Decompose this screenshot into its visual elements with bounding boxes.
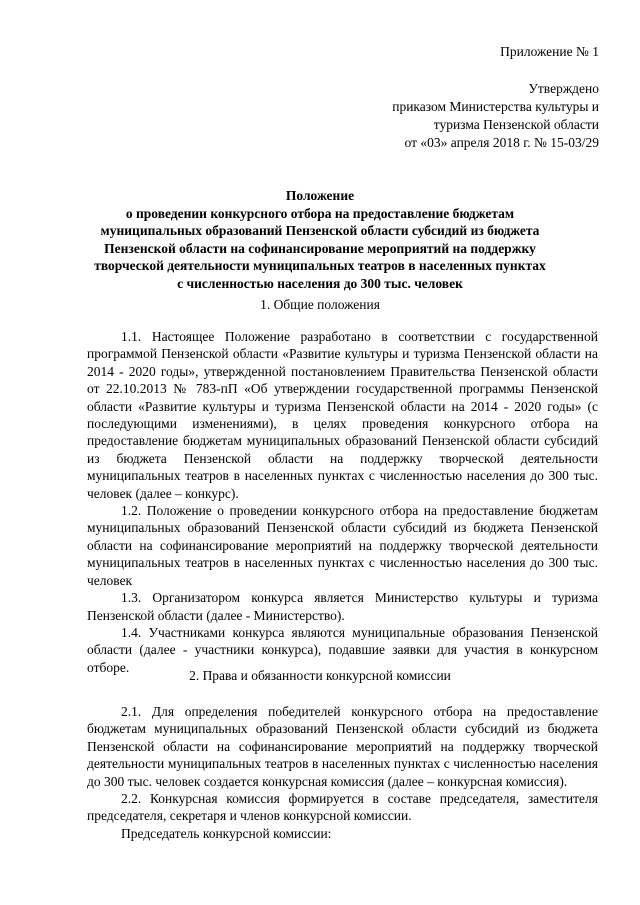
- paragraph-2-2: 2.2. Конкурсная комиссия формируется в составе председателя, заместителя председателя, секретаря и членов конкурсной комиссии.: [87, 791, 598, 824]
- document-title: [90, 187, 550, 293]
- approval-stamp: [339, 80, 599, 152]
- paragraph-1-2: 1.2. Положение о проведении конкурсного отбора на предоставление бюджетам муниципальных образований Пензенской области субсидий из бюджета Пензенской области на софинансирование мероприятий на поддержку творческой деятельности муниципальных театров в населенных пунктах с численностью населения до 300 тыс. человек: [87, 503, 598, 588]
- section-body-commission: [87, 703, 598, 842]
- title-line: о проведении конкурсного отбора на предоставление бюджетам: [125, 205, 515, 221]
- section-heading-general: 1. Общие положения: [260, 297, 380, 312]
- title-line: с численностью населения до 300 тыс. человек: [177, 275, 463, 291]
- paragraph-2-1: 2.1. Для определения победителей конкурсного отбора на предоставление бюджетам муниципальных образований Пензенской области субсидий из бюджета Пензенской области на софинансирование мероприятий на поддержку творческой деятельности муниципальных театров в населенных пунктах с численностью населения до 300 тыс. человек создается конкурсная комиссия (далее – конкурсная комиссия).: [87, 704, 598, 789]
- section-body-general: [87, 328, 598, 676]
- title-line: творческой деятельности муниципальных театров в населенных пунктах: [94, 258, 546, 274]
- section-heading-commission: 2. Права и обязанности конкурсной комиссии: [189, 668, 451, 683]
- approval-line: приказом Министерства культуры и: [392, 99, 599, 114]
- title-line: муниципальных образований Пензенской области субсидий из бюджета: [100, 223, 540, 239]
- title-line: Положение: [285, 188, 355, 203]
- approval-line: от «03» апреля 2018 г. № 15-03/29: [404, 135, 599, 150]
- appendix-label: Приложение № 1: [500, 44, 599, 59]
- paragraph-1-4: 1.4. Участниками конкурса являются муниципальные образования Пензенской области (далее - участники конкурса), подавшие заявки для участия в конкурсном отборе.: [87, 624, 598, 675]
- paragraph-1-3: 1.3. Организатором конкурса является Министерство культуры и туризма Пензенской области (далее - Министерство).: [87, 590, 598, 623]
- paragraph-1-1: 1.1. Настоящее Положение разработано в соответствии с государственной программой Пензенской области «Развитие культуры и туризма Пензенской области на 2014 - 2020 годы», утвержденной постановлением Правительства Пензенской области от 22.10.2013 № 783-пП «Об утверждении государственной программы Пензенской области «Развитие культуры и туризма Пензенской области на 2014 - 2020 годы» (с последующими изменениями), в целях проведения конкурсного отбора на предоставление бюджетам муниципальных образований Пензенской области субсидий из бюджета Пензенской области на поддержку творческой деятельности муниципальных театров в населенных пунктах с численностью населения до 300 тыс. человек (далее – конкурс).: [87, 329, 598, 501]
- paragraph-2-3: Председатель конкурсной комиссии:: [121, 825, 332, 841]
- approval-line: Утверждено: [528, 81, 599, 96]
- title-line: Пензенской области на софинансирование мероприятий на поддержку: [104, 240, 536, 256]
- approval-line: туризма Пензенской области: [433, 117, 599, 132]
